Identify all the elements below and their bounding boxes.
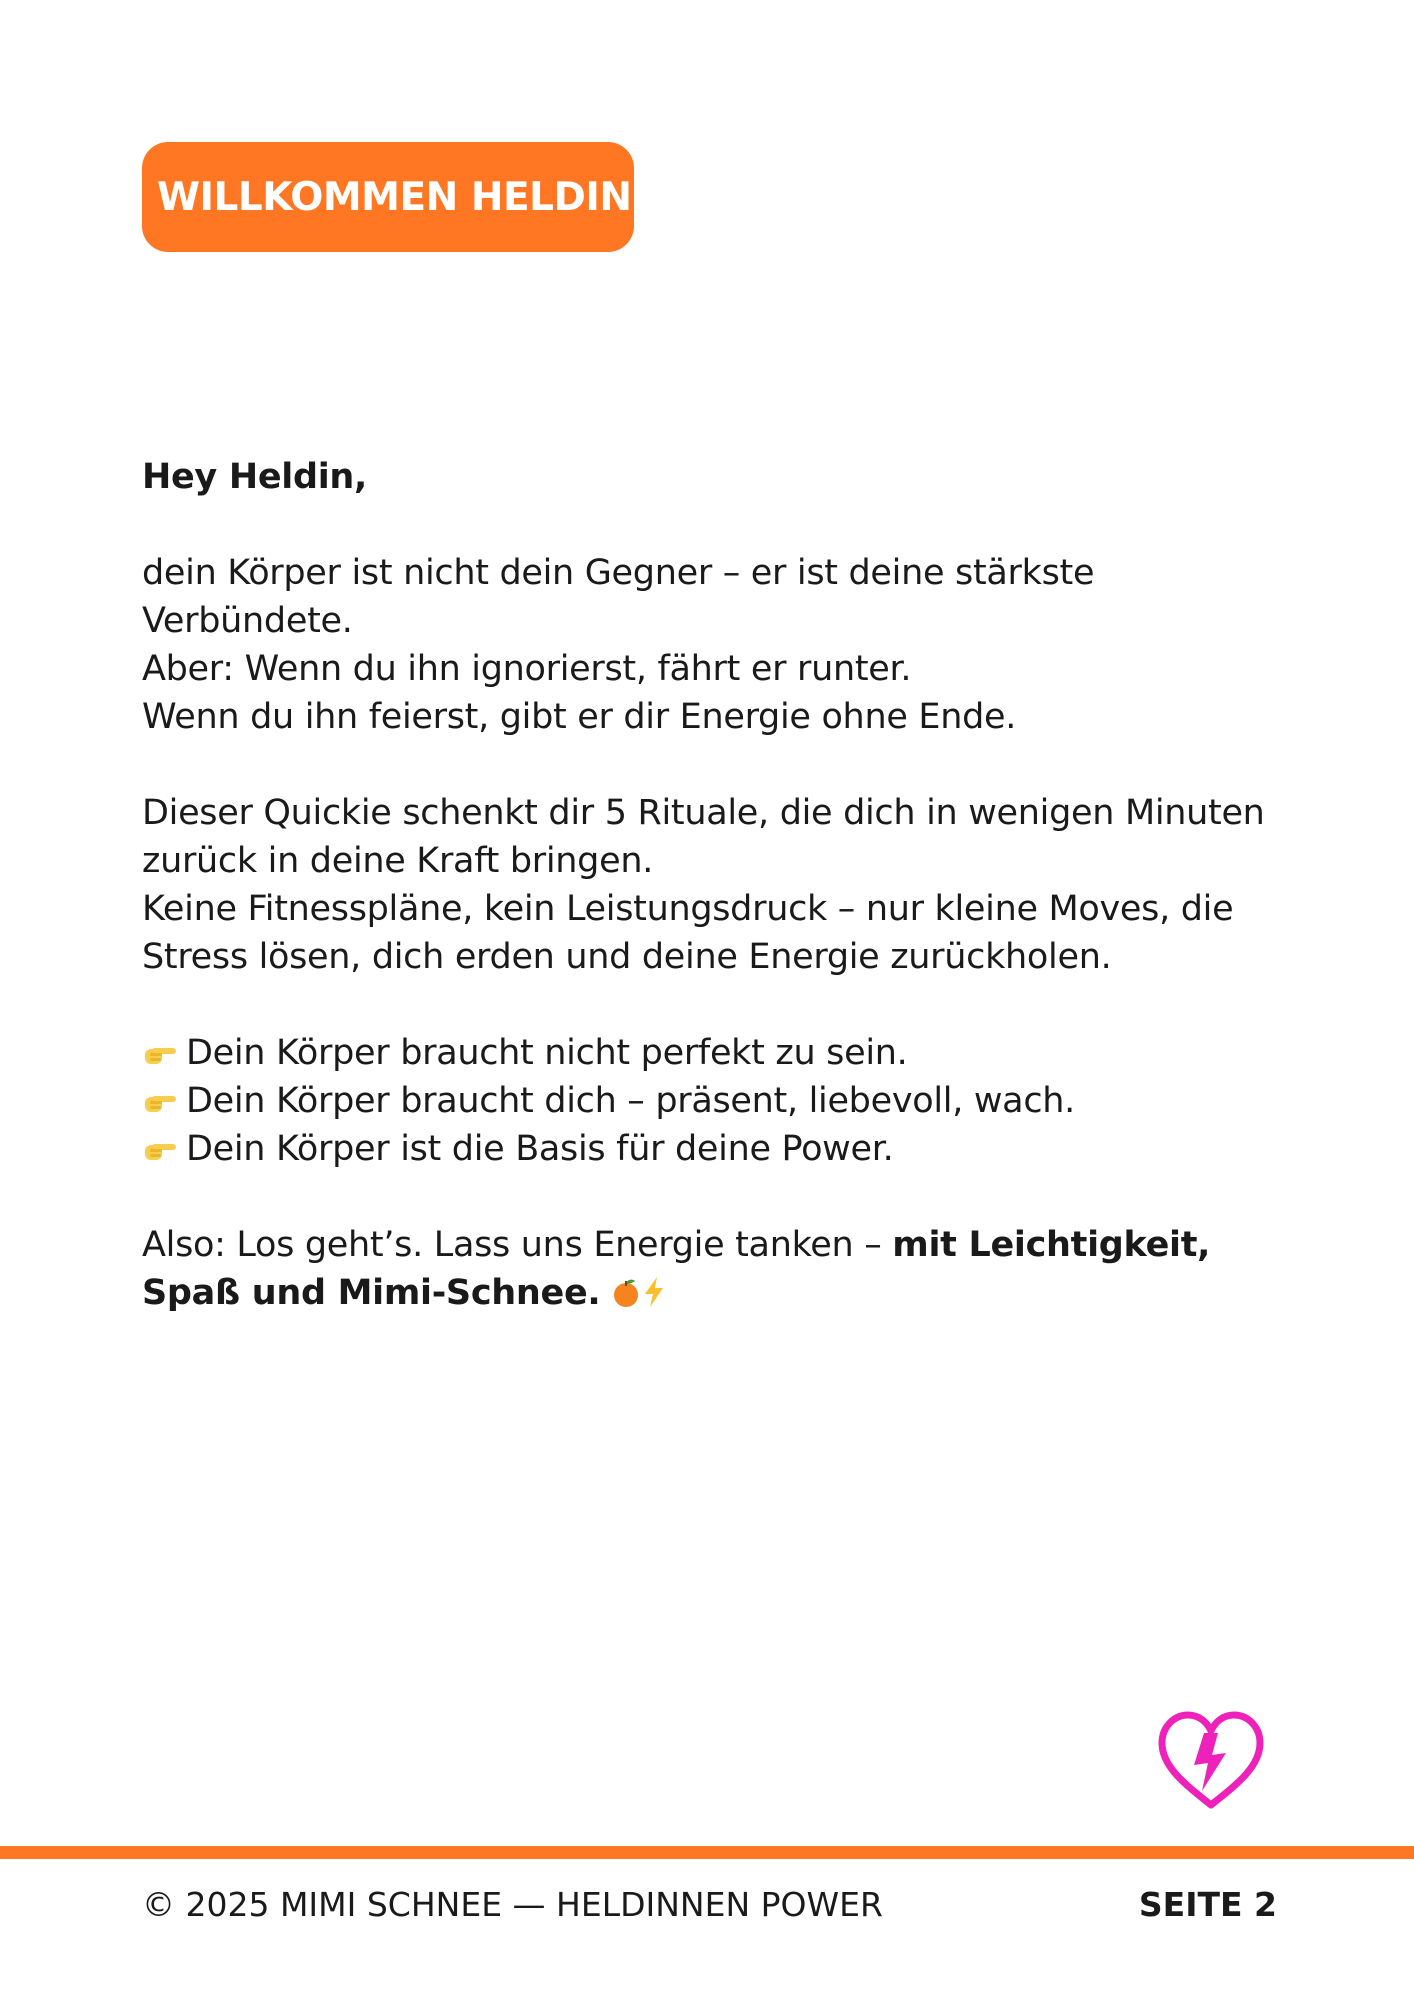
heart-lightning-icon [1156,1705,1266,1815]
closing-bold-text: mit Leichtigkeit, [892,1225,1211,1265]
list-item [142,1077,1302,1125]
text-line [142,1269,1302,1317]
lightning-icon [641,1273,667,1313]
footer-divider [0,1846,1414,1859]
closing-text: Also: Los geht’s. Lass uns Energie tanken – [142,1225,893,1265]
pointing-hand-icon [142,1029,186,1077]
pointing-hand-icon [142,1125,186,1173]
pointing-hand-icon [142,1077,186,1125]
text-line [142,1221,1302,1269]
footer-copyright: © 2025 MIMI SCHNEE — HELDINNEN POWER [142,1885,883,1924]
orange-fruit-icon [611,1273,641,1313]
list-item-text: Dein Körper braucht nicht perfekt zu sein. [186,1033,908,1073]
text-line: Aber: Wenn du ihn ignorierst, fährt er runter. [142,649,912,689]
text-line: Verbündete. [142,601,353,641]
paragraph-intro [142,549,1302,741]
letter-body [142,453,1302,1317]
greeting: Hey Heldin, [142,457,368,497]
closing-paragraph [142,1221,1302,1317]
list-item-text: Dein Körper ist die Basis für deine Power. [186,1129,894,1169]
page-number: SEITE 2 [1138,1885,1277,1924]
text-line: Keine Fitnesspläne, kein Leistungsdruck – nur kleine Moves, die [142,889,1234,929]
points-list [142,1029,1302,1173]
text-line: dein Körper ist nicht dein Gegner – er ist deine stärkste [142,553,1095,593]
text-line: Dieser Quickie schenkt dir 5 Rituale, die dich in wenigen Minuten [142,793,1265,833]
text-line: Stress lösen, dich erden und deine Energie zurückholen. [142,937,1112,977]
paragraph-rituals [142,789,1302,981]
page-title: WILLKOMMEN HELDIN [157,174,632,220]
list-item-text: Dein Körper braucht dich – präsent, liebevoll, wach. [186,1081,1075,1121]
list-item [142,1125,1302,1173]
text-line: zurück in deine Kraft bringen. [142,841,654,881]
page-title-badge [142,142,634,252]
closing-bold-text: Spaß und Mimi-Schnee. [142,1273,601,1313]
list-item [142,1029,1302,1077]
text-line: Wenn du ihn feierst, gibt er dir Energie ohne Ende. [142,697,1017,737]
